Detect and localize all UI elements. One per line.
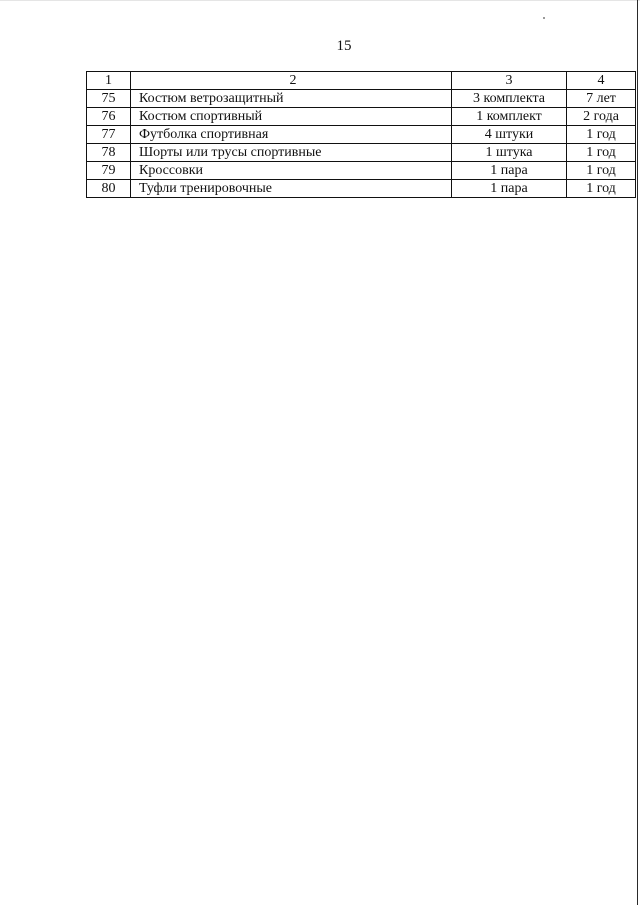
items-table (86, 71, 636, 198)
table-row (87, 90, 636, 108)
row-number-cell: 76 (87, 108, 131, 126)
column-header-2: 2 (131, 72, 452, 90)
item-name-cell: Костюм спортивный (131, 108, 452, 126)
table-row (87, 180, 636, 198)
table-row (87, 162, 636, 180)
term-cell: 1 год (567, 180, 636, 198)
item-name-cell: Костюм ветрозащитный (131, 90, 452, 108)
table-row (87, 108, 636, 126)
term-cell: 2 года (567, 108, 636, 126)
quantity-cell: 1 комплект (452, 108, 567, 126)
row-number-cell: 78 (87, 144, 131, 162)
term-cell: 1 год (567, 126, 636, 144)
quantity-cell: 1 пара (452, 180, 567, 198)
item-name-cell: Футболка спортивная (131, 126, 452, 144)
row-number-cell: 79 (87, 162, 131, 180)
table-header-row (87, 72, 636, 90)
item-name-cell: Туфли тренировочные (131, 180, 452, 198)
item-name-cell: Кроссовки (131, 162, 452, 180)
column-header-3: 3 (452, 72, 567, 90)
table-row (87, 126, 636, 144)
scan-speck (543, 17, 545, 19)
quantity-cell: 1 пара (452, 162, 567, 180)
table-row (87, 144, 636, 162)
row-number-cell: 80 (87, 180, 131, 198)
item-name-cell: Шорты или трусы спортивные (131, 144, 452, 162)
quantity-cell: 3 комплекта (452, 90, 567, 108)
quantity-cell: 4 штуки (452, 126, 567, 144)
column-header-1: 1 (87, 72, 131, 90)
term-cell: 1 год (567, 144, 636, 162)
row-number-cell: 77 (87, 126, 131, 144)
quantity-cell: 1 штука (452, 144, 567, 162)
scan-edge-right (637, 0, 638, 905)
scan-edge-top (0, 0, 640, 1)
column-header-4: 4 (567, 72, 636, 90)
page-number: 15 (336, 38, 352, 54)
row-number-cell: 75 (87, 90, 131, 108)
term-cell: 7 лет (567, 90, 636, 108)
term-cell: 1 год (567, 162, 636, 180)
